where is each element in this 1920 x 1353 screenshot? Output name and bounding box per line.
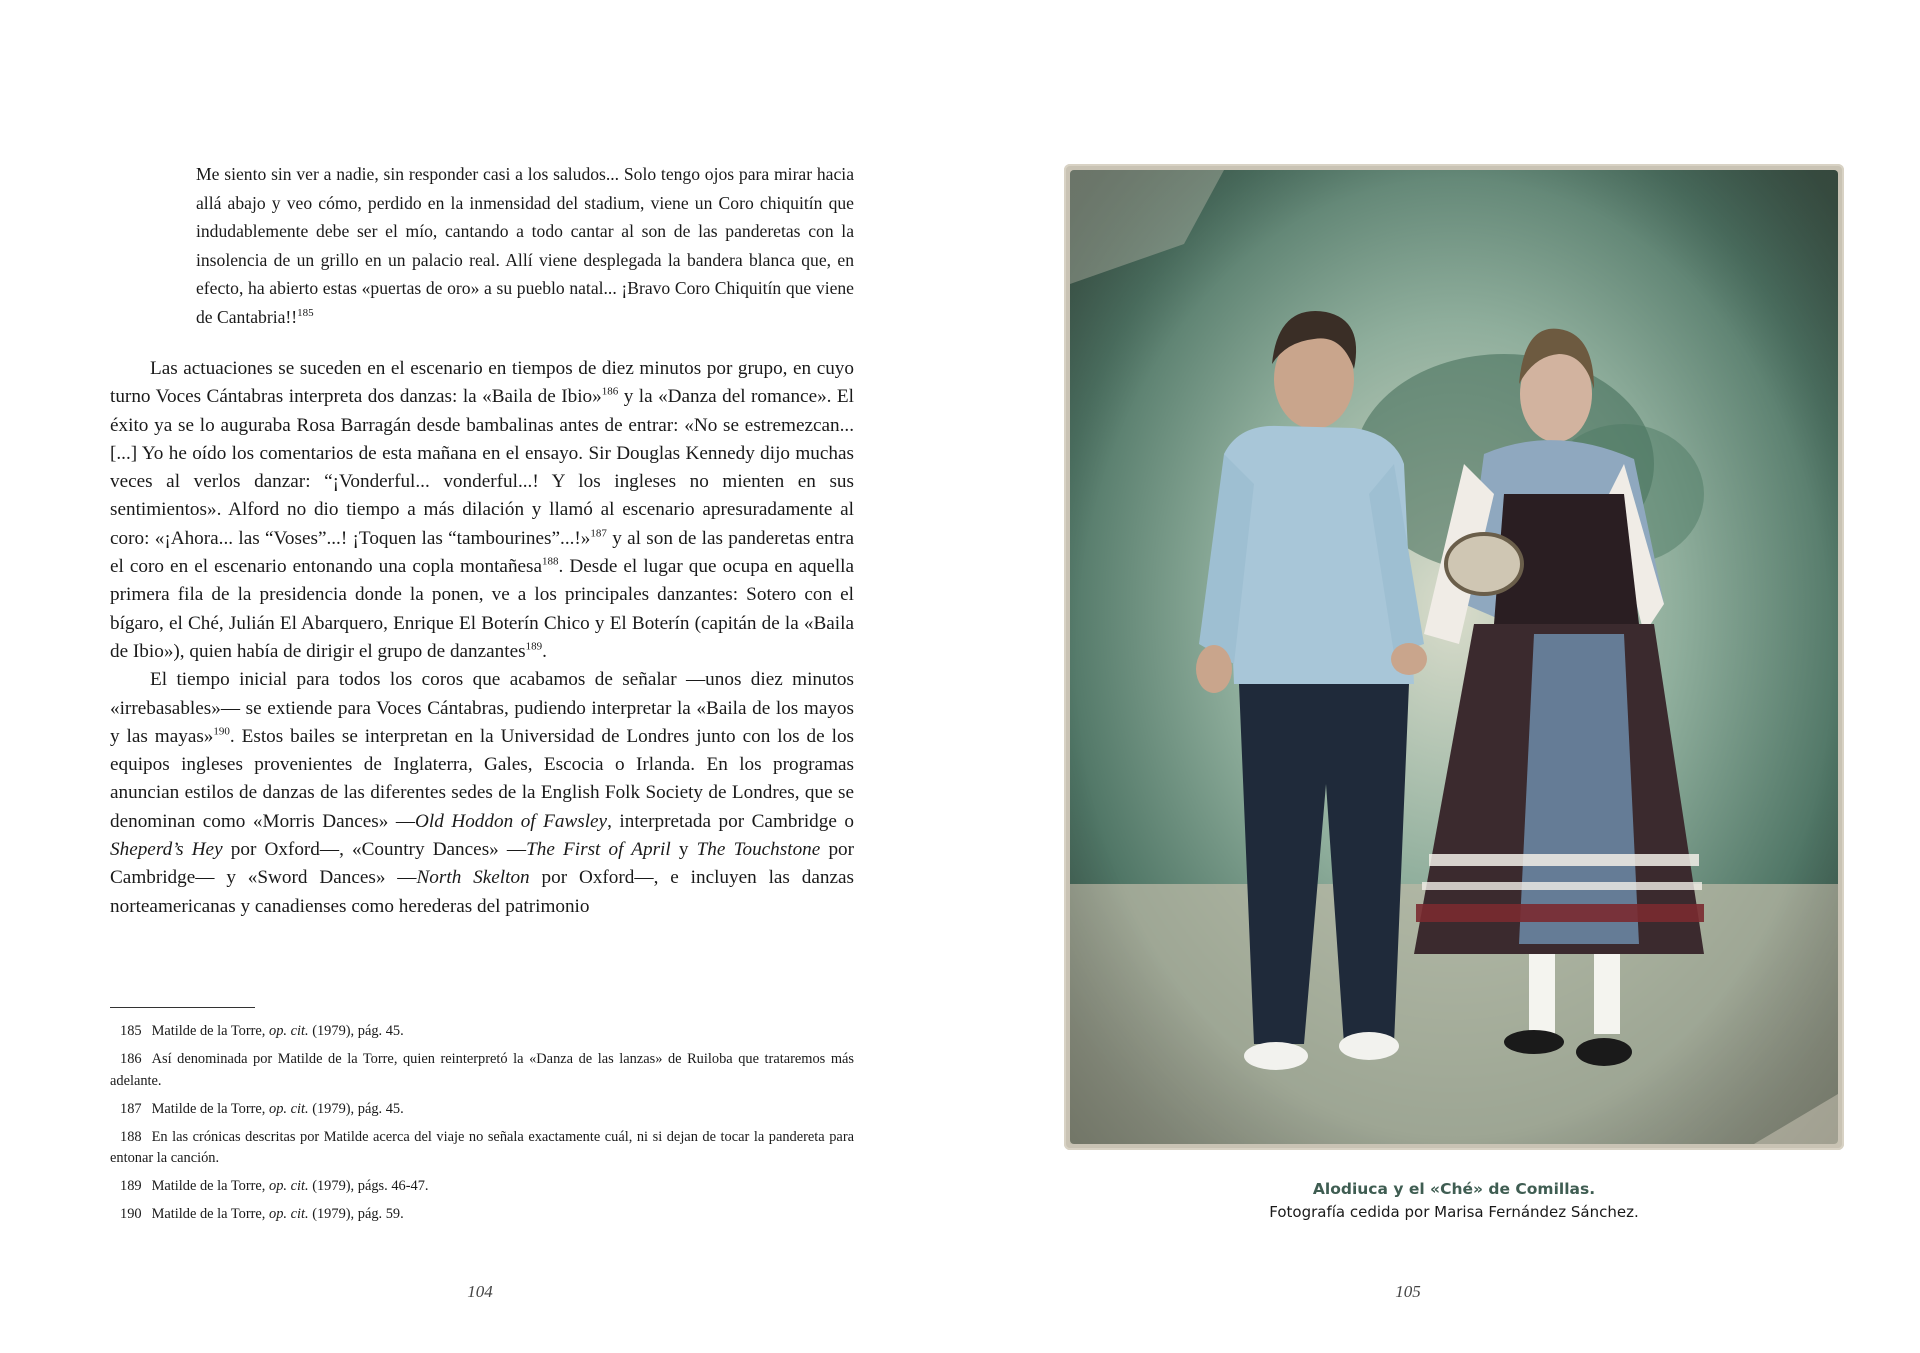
caption-title: Alodiuca y el «Ché» de Comillas. (1312, 1180, 1596, 1198)
vintage-photograph (1064, 164, 1844, 1150)
footnote-text: (1979), pág. 59. (308, 1206, 404, 1222)
dance-title: The Touchstone (696, 839, 821, 861)
paragraph-text: y la «Danza del romance». El éxito ya se lo auguraba Rosa Barragán desde bambalinas antes de entrar: «No se estremezcan... [...] Yo he oído los comentarios de esta mañana en el ensayo. Sir Douglas Kennedy dijo muchas veces al verlos danzar: “¡Vonderful... vonderful...! Y los ingleses no mienten en sus sentimientos». Alford no dio tiempo a más dilación y llamó al escenario apresuradamente al coro: «¡Ahora... las “Voses”...! ¡Toquen las “tambourines”...!» (110, 386, 854, 549)
footnote-text: (1979), pág. 45. (308, 1100, 404, 1117)
footnote-186 (110, 1049, 854, 1092)
footnote-number: 189 (120, 1178, 142, 1194)
paragraph-text: Las actuaciones se suceden en el escenario en tiempos de diez minutos por grupo, en cuyo turno Voces Cántabras interpreta dos danzas: la «Baila de Ibio» (110, 358, 854, 408)
paragraph-text: por Oxford—, e incluyen las danzas norteamericanas y canadienses como herederas del patrimonio (110, 867, 854, 917)
footnote-text: Matilde de la Torre, (151, 1100, 270, 1117)
paragraph-text: . Estos bailes se interpretan en la Universidad de Londres junto con los de los equipos ingleses provenientes de Inglaterra, Gales, Escocia o Irlanda. En los programas anuncian estilos de danzas de las diferentes sedes de la English Folk Society de Londres, que se denominan como «Morris Dances» — (110, 725, 854, 832)
footnote-text: Así denominada por Matilde de la Torre, quien reinterpretó la «Danza de las lanzas» de Ruiloba que trataremos más adelante. (110, 1051, 854, 1089)
footnote-188 (110, 1127, 854, 1170)
footnote-190 (110, 1204, 854, 1226)
footnote-ref-186[interactable]: 186 (601, 385, 619, 398)
dance-title: Sheperd’s Hey (110, 839, 223, 861)
body-text (110, 355, 854, 921)
footnote-189 (110, 1176, 854, 1198)
footnote-italic: op. cit. (269, 1100, 309, 1117)
paragraph-text: . (542, 640, 547, 662)
footnote-divider (110, 1007, 255, 1008)
footnote-187 (110, 1099, 854, 1121)
paragraph-text: y (670, 839, 697, 861)
quote-text: Me siento sin ver a nadie, sin responder casi a los saludos... Solo tengo ojos para mirar hacia allá abajo y veo cómo, perdido en la inmensidad del stadium, viene un Coro chiquitín que indudablemente debe ser el mío, cantando a todo cantar al son de las panderetas con la insolencia de un grillo en un palacio real. Allí viene desplegada la bandera blanca que, en efecto, ha abierto estas «puertas de oro» a su pueblo natal... ¡Bravo Coro Chiquitín que viene de Cantabria!! (196, 164, 854, 327)
paragraph-text: por Cambridge— y «Sword Dances» — (110, 839, 855, 889)
paragraph-text: , interpretada por Cambridge o (607, 810, 854, 832)
footnote-italic: op. cit. (269, 1178, 309, 1194)
footnote-text: En las crónicas descritas por Matilde acerca del viaje no señala exactamente cuál, ni si dejan de tocar la pandereta para entonar la canción. (110, 1128, 854, 1166)
footnote-text: Matilde de la Torre, (151, 1023, 270, 1039)
paragraph-text: por Oxford—, «Country Dances» — (222, 839, 527, 861)
block-quote (196, 160, 854, 331)
right-page (960, 0, 1920, 1353)
footnote-ref-187[interactable]: 187 (590, 527, 607, 540)
footnote-ref-185[interactable]: 185 (297, 306, 314, 319)
paragraph-text: y al son de las panderetas entra el coro en el escenario entonando una copla montañesa (110, 527, 854, 578)
footnote-italic: op. cit. (269, 1206, 309, 1222)
paragraph-text: El tiempo inicial para todos los coros que acabamos de señalar —unos diez minutos «irrebasables»— se extiende para Voces Cántabras, pudiendo interpretar la «Baila de los mayos y las mayas» (110, 669, 854, 747)
footnote-number: 187 (120, 1100, 142, 1117)
page-number-right: 105 (1395, 1282, 1421, 1301)
dance-title: The First of April (526, 839, 671, 861)
footnote-number: 185 (120, 1023, 142, 1039)
footnote-text: (1979), págs. 46-47. (308, 1178, 429, 1194)
page-number-left: 104 (467, 1282, 493, 1301)
footnote-ref-190[interactable]: 190 (213, 725, 230, 738)
footnote-text: Matilde de la Torre, (151, 1178, 270, 1194)
caption-credit: Fotografía cedida por Marisa Fernández Sánchez. (1269, 1203, 1639, 1221)
footnote-text: (1979), pág. 45. (308, 1023, 404, 1039)
photo-caption (1064, 1180, 1844, 1221)
paragraph-1 (110, 355, 854, 666)
footnotes (110, 1021, 854, 1232)
footnote-number: 186 (120, 1051, 142, 1067)
footnote-ref-188[interactable]: 188 (542, 555, 559, 568)
footnote-text: Matilde de la Torre, (151, 1206, 270, 1222)
paragraph-text: . Desde el lugar que ocupa en aquella primera fila de la presidencia donde la ponen, ve a los principales danzantes: Sotero con el bígaro, el Ché, Julián El Abarquero, Enrique El Boterín Chico y El Boterín (capitán de la «Baila de Ibio»), quien había de dirigir el grupo de danzantes (110, 556, 854, 662)
footnote-italic: op. cit. (269, 1023, 309, 1039)
dance-title: North Skelton (416, 867, 530, 889)
footnote-185 (110, 1021, 854, 1043)
photo-illustration (1064, 164, 1844, 1150)
footnote-number: 190 (120, 1206, 142, 1222)
footnote-number: 188 (120, 1128, 142, 1145)
dance-title: Old Hoddon of Fawsley (415, 810, 608, 832)
footnote-ref-189[interactable]: 189 (525, 640, 543, 653)
paragraph-2 (110, 666, 854, 921)
